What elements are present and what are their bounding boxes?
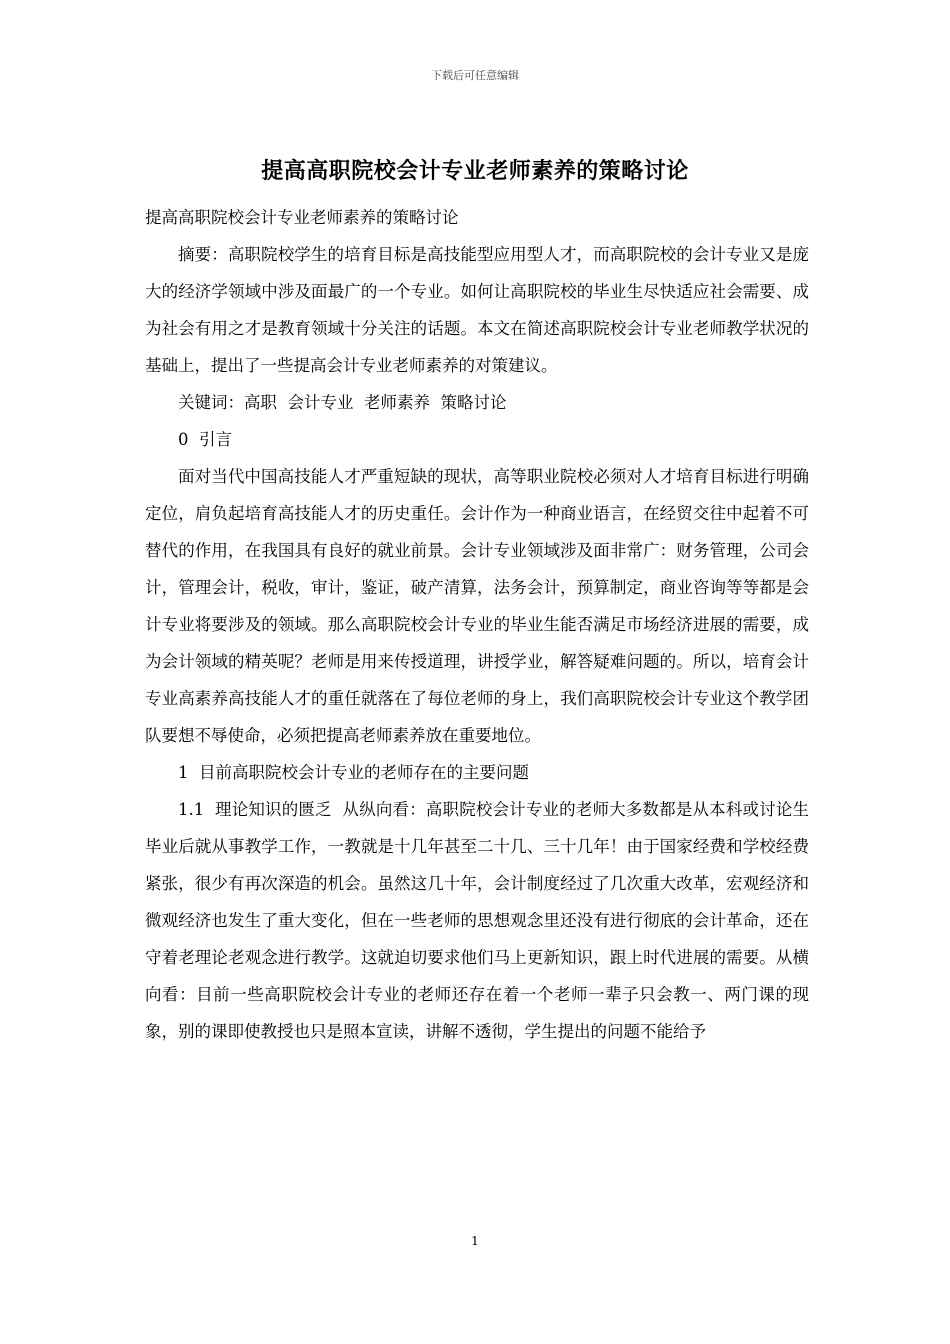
- document-title: 提高高职院校会计专业老师素养的策略讨论: [261, 158, 689, 184]
- document-subtitle: 提高高职院校会计专业老师素养的策略讨论: [145, 208, 459, 227]
- intro-paragraph: 面对当代中国高技能人才严重短缺的现状，高等职业院校必须对人才培育目标进行明确定位，肩负起培育高技能人才的历史重任。会计作为一种商业语言，在经贸交往中起着不可替代的作用，在我国具有良好的就业前景。会计专业领域涉及面非常广：财务管理，公司会计，管理会计，税收，审计，鉴证，破产清算，法务会计，预算制定，商业咨询等等都是会计专业将要涉及的领域。那么高职院校会计专业的毕业生能否满足市场经济进展的需要，成为会计领域的精英呢？老师是用来传授道理，讲授学业，解答疑难问题的。所以，培育会计专业高素养高技能人才的重任就落在了每位老师的身上，我们高职院校会计专业这个教学团队要想不辱使命，必须把提高老师素养放在重要地位。: [145, 467, 809, 745]
- abstract-paragraph: 摘要：高职院校学生的培育目标是高技能型应用型人才，而高职院校的会计专业又是庞大的经济学领域中涉及面最广的一个专业。如何让高职院校的毕业生尽快适应社会需要、成为社会有用之才是教育领域十分关注的话题。本文在简述高职院校会计专业老师教学状况的基础上，提出了一些提高会计专业老师素养的对策建议。: [145, 245, 809, 375]
- keywords-line: 关键词：高职 会计专业 老师素养 策略讨论: [178, 393, 507, 412]
- subsection-paragraph-1-1: 1.1 理论知识的匮乏 从纵向看：高职院校会计专业的老师大多数都是从本科或讨论生毕业后就从事教学工作，一教就是十几年甚至二十几、三十几年！由于国家经费和学校经费紧张，很少有再次深造的机会。虽然这几十年，会计制度经过了几次重大改革，宏观经济和微观经济也发生了重大变化，但在一些老师的思想观念里还没有进行彻底的会计革命，还在守着老理论老观念进行教学。这就迫切要求他们马上更新知识，跟上时代进展的需要。从横向看：目前一些高职院校会计专业的老师还存在着一个老师一辈子只会教一、两门课的现象，别的课即使教授也只是照本宣读，讲解不透彻，学生提出的问题不能给予: [145, 800, 809, 1041]
- section-heading-problems: 1 目前高职院校会计专业的老师存在的主要问题: [178, 763, 529, 782]
- header-note: 下载后可任意编辑: [431, 69, 519, 82]
- section-heading-intro: 0 引言: [178, 430, 232, 449]
- page-number: 1: [471, 1234, 479, 1248]
- document-body: [145, 199, 809, 1050]
